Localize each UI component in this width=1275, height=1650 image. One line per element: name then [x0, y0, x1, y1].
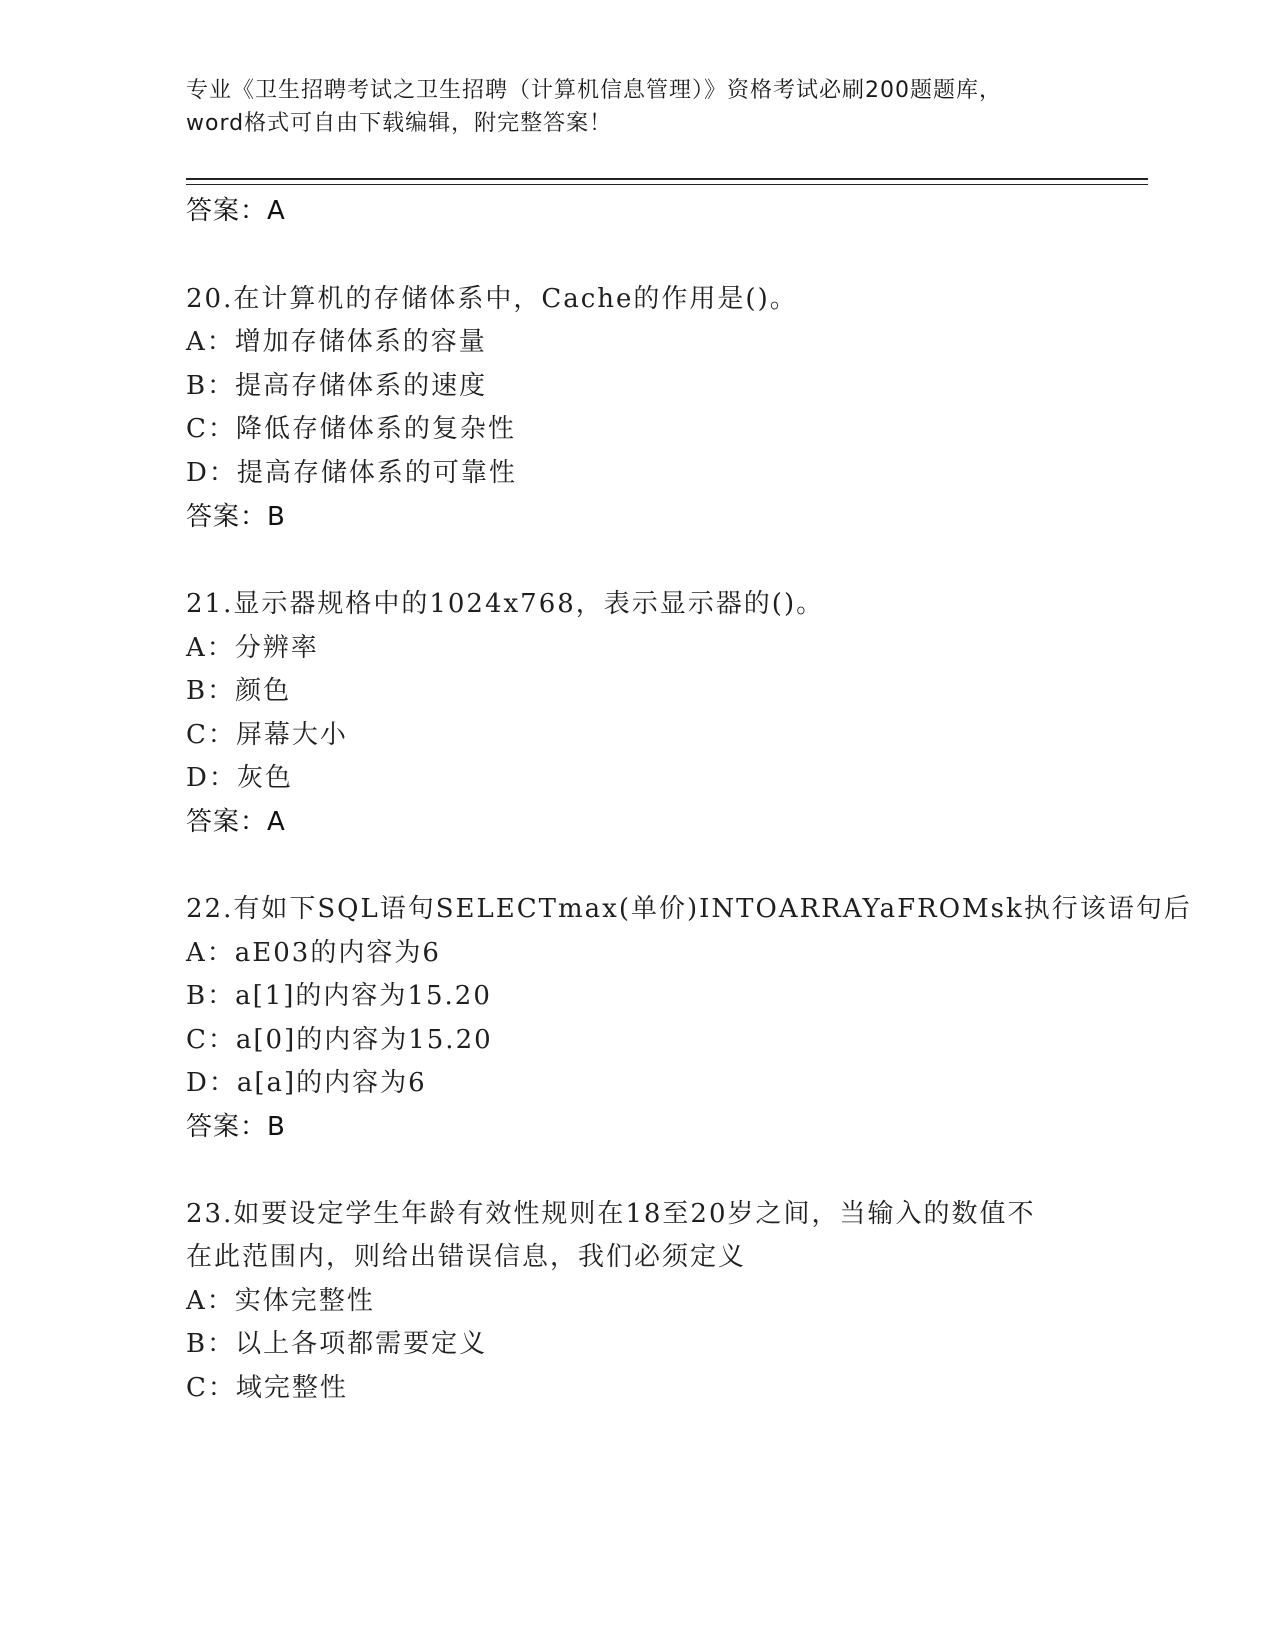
header-divider-thick: [186, 178, 1148, 180]
option-d: D：灰色: [186, 763, 293, 793]
answer: 答案：A: [186, 807, 286, 837]
question-stem-line-1: 23.如要设定学生年龄有效性规则在18至20岁之间，当输入的数值不: [186, 1199, 1036, 1229]
option-a: A：增加存储体系的容量: [186, 327, 487, 357]
document-header: [186, 74, 1086, 140]
previous-answer: 答案：A: [186, 196, 286, 226]
question-stem-line-2: 在此范围内，则给出错误信息，我们必须定义: [186, 1242, 747, 1272]
option-c: C：降低存储体系的复杂性: [186, 414, 516, 444]
option-a: A：分辨率: [186, 633, 319, 663]
header-line-2: word格式可自由下载编辑，附完整答案！: [186, 111, 613, 136]
option-b: B：a[1]的内容为15.20: [186, 981, 492, 1011]
option-a: A：aE03的内容为6: [186, 938, 441, 968]
question-stem: 20.在计算机的存储体系中，Cache的作用是()。: [186, 284, 798, 314]
answer: 答案：B: [186, 1112, 286, 1142]
header-divider-thin: [186, 184, 1148, 185]
option-c: C：a[0]的内容为15.20: [186, 1025, 493, 1055]
option-d: D：提高存储体系的可靠性: [186, 458, 517, 488]
option-c: C：屏幕大小: [186, 720, 348, 750]
option-b: B：以上各项都需要定义: [186, 1329, 488, 1359]
option-d: D：a[a]的内容为6: [186, 1068, 427, 1098]
question-stem: 22.有如下SQL语句SELECTmax(单价)INTOARRAYaFROMsk执行该语句后: [186, 894, 1192, 924]
option-c: C：域完整性: [186, 1373, 348, 1403]
option-b: B：提高存储体系的速度: [186, 371, 488, 401]
option-b: B：颜色: [186, 676, 292, 706]
header-line-1: 专业《卫生招聘考试之卫生招聘（计算机信息管理）》资格考试必刷200题题库，: [186, 78, 1002, 103]
option-a: A：实体完整性: [186, 1286, 375, 1316]
question-stem: 21.显示器规格中的1024x768，表示显示器的()。: [186, 589, 825, 619]
answer: 答案：B: [186, 502, 286, 532]
